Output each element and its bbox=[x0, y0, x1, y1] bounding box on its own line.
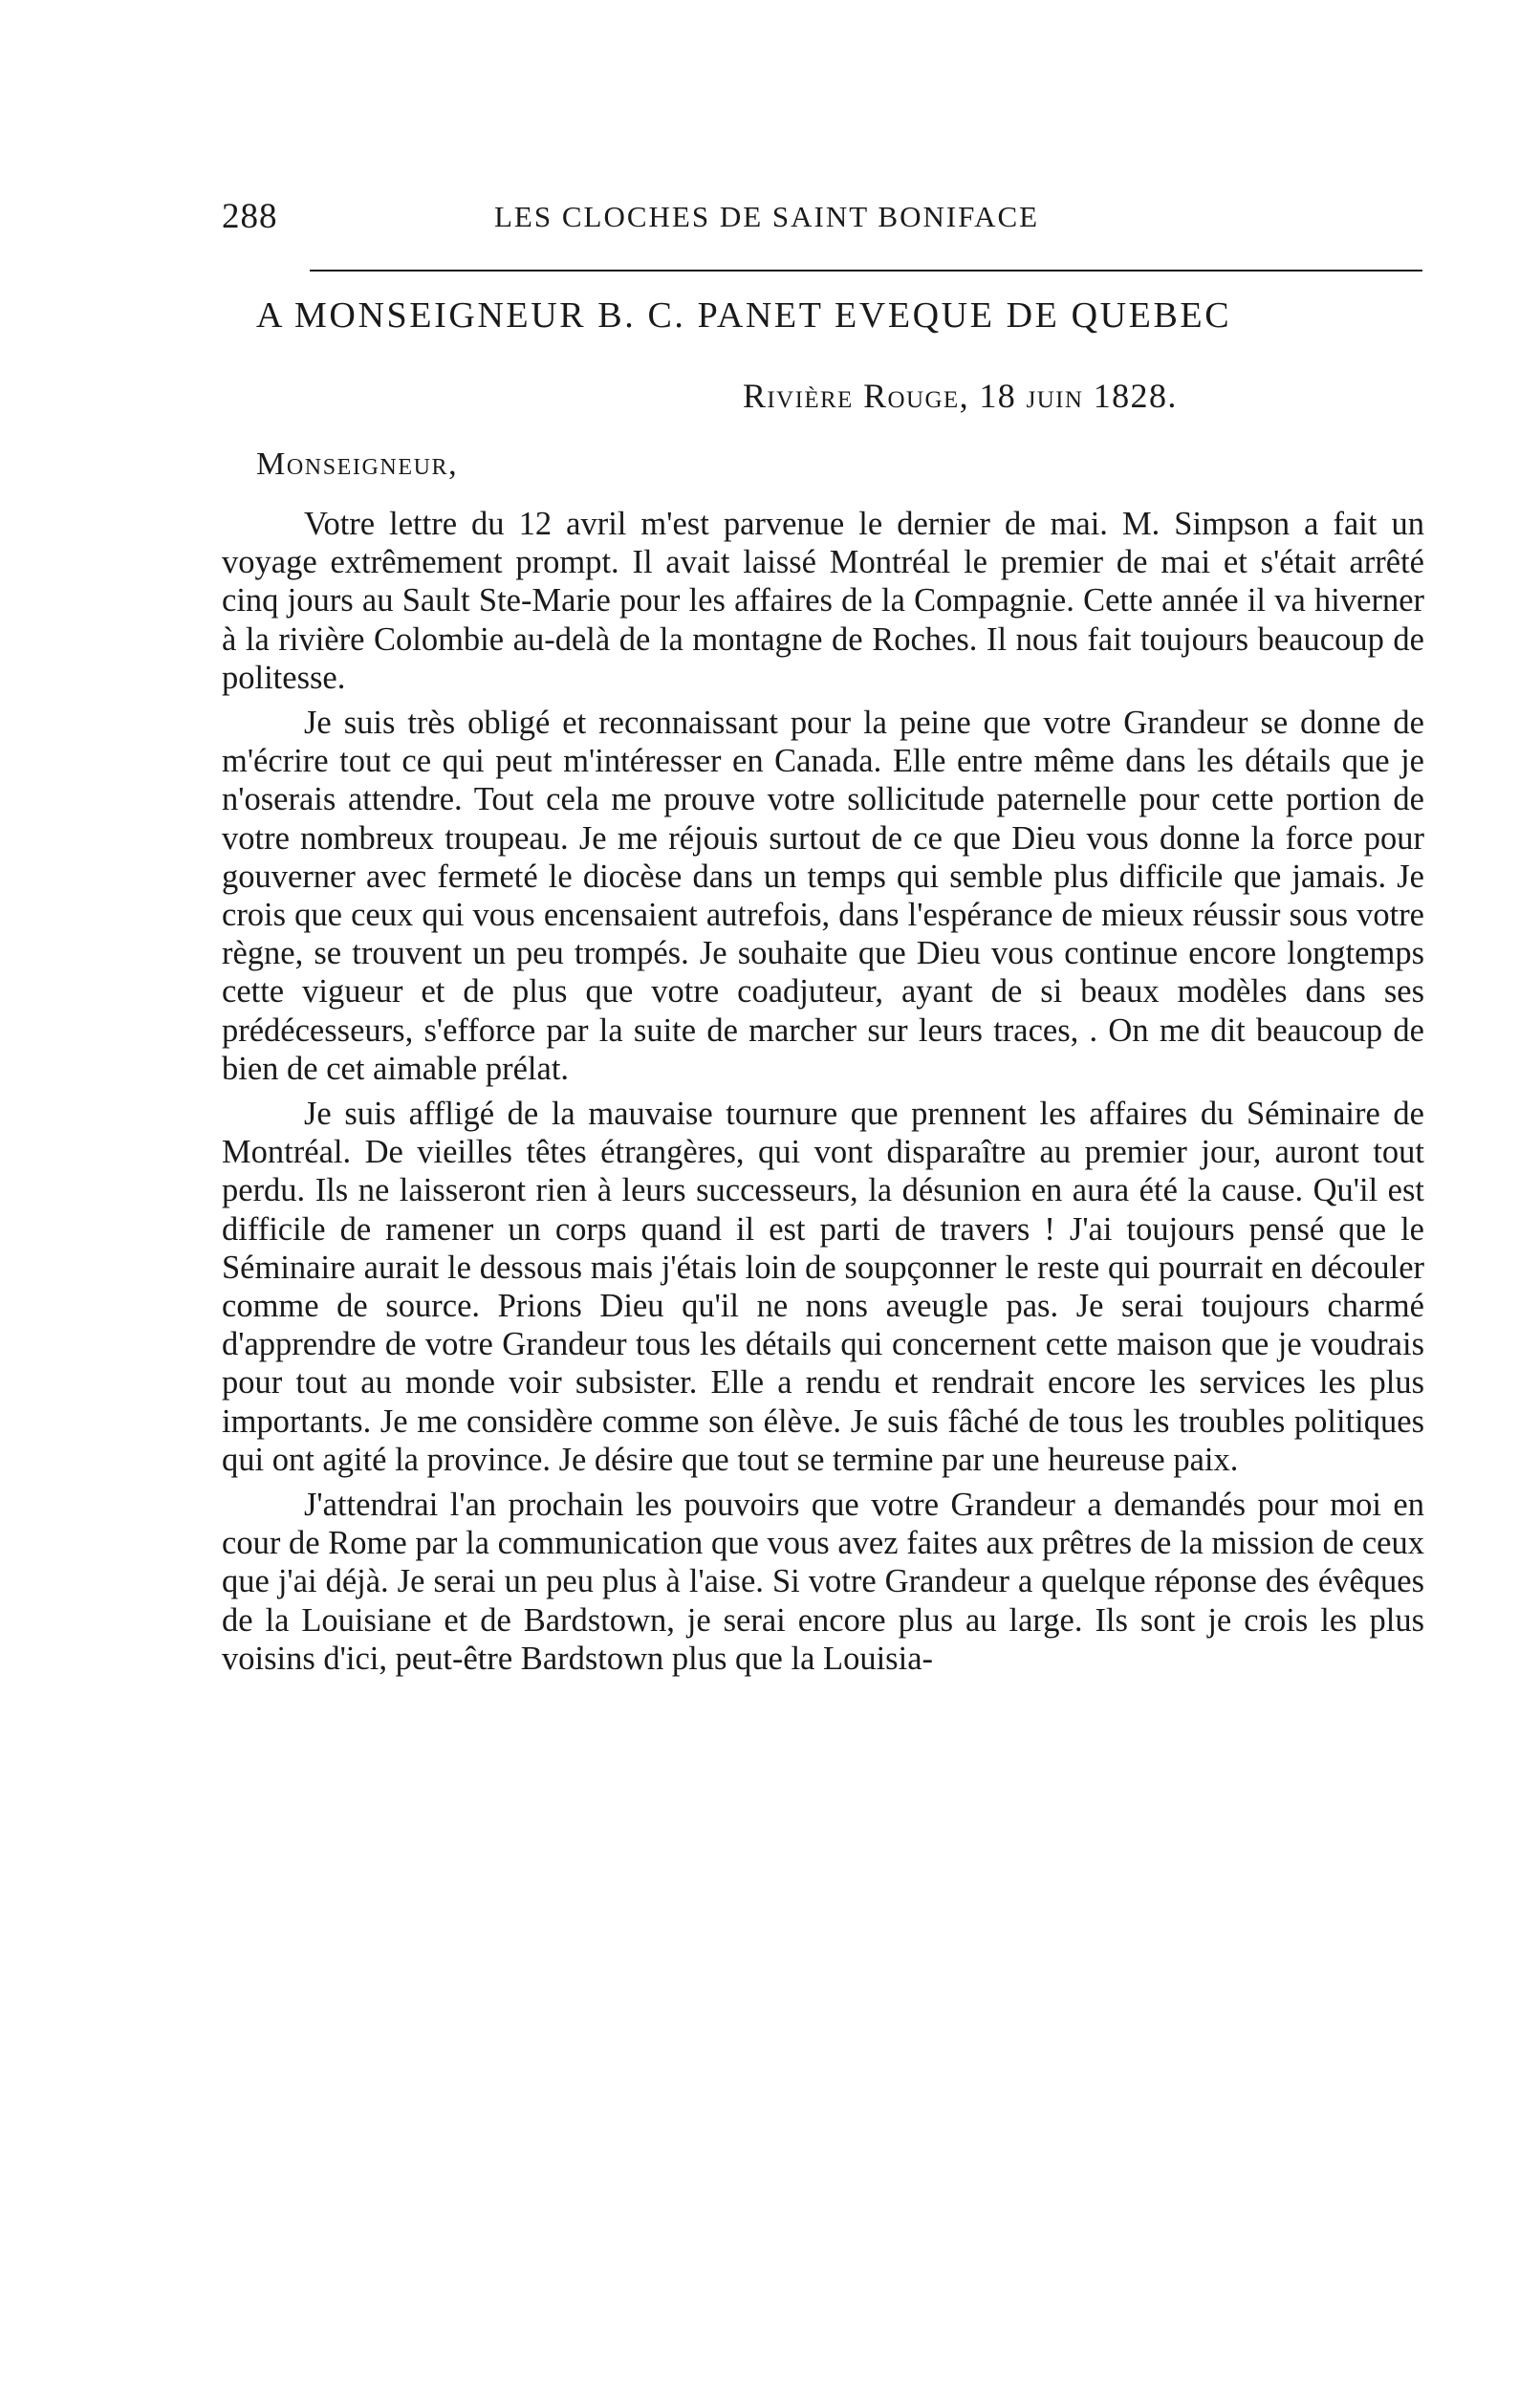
letter-heading: A MONSEIGNEUR B. C. PANET EVEQUE DE QUEBEC bbox=[256, 295, 1232, 336]
running-title: LES CLOCHES DE SAINT BONIFACE bbox=[494, 200, 1040, 233]
paragraph: J'attendrai l'an prochain les pouvoirs que votre Grandeur a demandés pour moi en cour de Rome par la communication que vous avez faites aux prêtres de la mission de ceux que j'ai déjà. Je serai un peu plus à l'aise. Si votre Grandeur a quelque réponse des évêques de la Louisiane et de Bardstown, je serai encore plus au large. Ils sont je crois les plus voisins d'ici, peut-être Bardstown plus que la Louisia- bbox=[222, 1487, 1424, 1677]
page-number: 288 bbox=[222, 197, 278, 236]
paragraph: Votre lettre du 12 avril m'est parvenue le dernier de mai. M. Simpson a fait un voyage extrêmement prompt. Il avait laissé Montréal le premier de mai et s'était arrêté cinq jours au Sault Ste-Marie pour les affaires de la Compagnie. Cette année il va hiverner à la rivière Colombie au-delà de la montagne de Roches. Il nous fait toujours beaucoup de politesse. bbox=[222, 506, 1424, 696]
paragraph: Je suis très obligé et reconnaissant pour la peine que votre Grandeur se donne de m'écrire tout ce qui peut m'intéresser en Canada. Elle entre même dans les détails que je n'oserais attendre. Tout cela me prouve votre sollicitude paternelle pour cette portion de votre nombreux troupeau. Je me réjouis surtout de ce que Dieu vous donne la force pour gouverner avec fermeté le diocèse dans un temps qui semble plus difficile que jamais. Je crois que ceux qui vous encensaient autrefois, dans l'espérance de mieux réussir sous votre règne, se trouvent un peu trompés. Je souhaite que Dieu vous continue encore longtemps cette vigueur et de plus que votre coadjuteur, ayant de si beaux modèles dans ses prédécesseurs, s'efforce par la suite de marcher sur leurs traces, . On me dit beaucoup de bien de cet aimable prélat. bbox=[222, 705, 1424, 1087]
letter-dateline: Rivière Rouge, 18 juin 1828. bbox=[743, 377, 1178, 415]
running-head bbox=[222, 196, 1424, 244]
paragraph: Je suis affligé de la mauvaise tournure que prennent les affaires du Séminaire de Montréal. De vieilles têtes étrangères, qui vont disparaître au premier jour, auront tout perdu. Ils ne laisseront rien à leurs successeurs, la désunion en aura été la cause. Qu'il est difficile de ramener un corps quand il est parti de travers ! J'ai toujours pensé que le Séminaire aurait le dessous mais j'étais loin de soupçonner le reste qui pourrait en découler comme de source. Prions Dieu qu'il ne nons aveugle pas. Je serai toujours charmé d'apprendre de votre Grandeur tous les détails qui concernent cette maison que je voudrais pour tout au monde voir subsister. Elle a rendu et rendrait encore les services les plus importants. Je me considère comme son élève. Je suis fâché de tous les troubles politiques qui ont agité la province. Je désire que tout se termine par une heureuse paix. bbox=[222, 1096, 1424, 1478]
header-rule bbox=[310, 270, 1422, 272]
letter-body bbox=[222, 505, 1424, 1685]
letter-salutation: Monseigneur, bbox=[256, 446, 459, 482]
